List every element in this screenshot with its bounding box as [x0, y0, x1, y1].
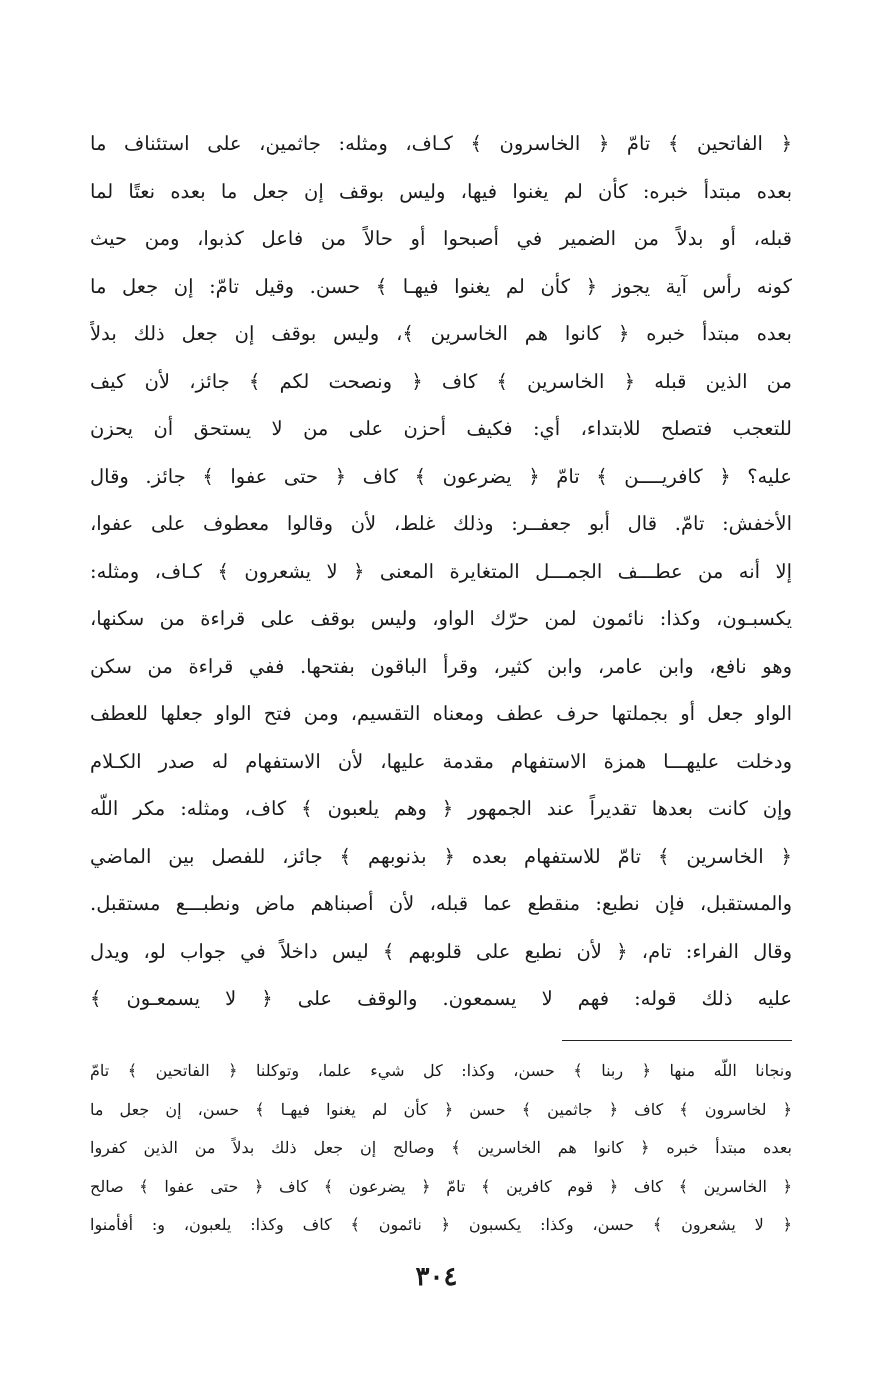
main-text-line: وهو نافع، وابن عامر، وابن كثير، وقرأ الباقون بفتحها. ففي قراءة من سكن: [90, 654, 792, 678]
main-text-line: يكسبـون، وكذا: نائمون لمن حرّك الواو، وليس بوقف على قراءة من سكنها،: [90, 607, 792, 630]
main-text-line: ودخلت عليهـــا همزة الاستفهام مقدمة عليها، لأن الاستفهام له صدر الكـلام: [90, 749, 792, 773]
main-text-line: بعده مبتدأ خبره ﴿ كانوا هم الخاسرين ﴾، وليس بوقف إن جعل ذلك بدلاً: [90, 322, 792, 345]
main-text-line: وقال الفراء: تام، ﴿ لأن نطبع على قلوبهم ﴾ ليس داخلاً في جواب لو، ويدل: [90, 939, 792, 963]
main-text-line: للتعجب فتصلح للابتداء، أي: فكيف أحزن على من لا يستحق أن يحزن: [90, 417, 792, 440]
main-text-line: إلا أنه من عطـــف الجمـــل المتغايرة المعنى ﴿ لا يشعرون ﴾ كـاف، ومثله:: [90, 559, 792, 583]
footnote-line: ﴿ الخاسرين ﴾ كاف ﴿ قوم كافرين ﴾ تامّ ﴿ يضرعون ﴾ كاف ﴿ حتى عفوا ﴾ صالح: [90, 1176, 792, 1196]
footnote-line: ﴿ لخاسرون ﴾ كاف ﴿ جاثمين ﴾ حسن ﴿ كأن لم يغنوا فيهـا ﴾ حسن، إن جعل ما: [90, 1099, 792, 1119]
main-text-block: [90, 120, 792, 1023]
footnote-line: ونجانا اللّه منها ﴿ ربنا ﴾ حسن، وكذا: كل شيء علما، وتوكلنا ﴿ الفاتحين ﴾ تامّ: [90, 1061, 792, 1080]
main-text-line: ﴿ الخاسرين ﴾ تامّ للاستفهام بعده ﴿ بذنوبهم ﴾ جائز، للفصل بين الماضي: [90, 844, 792, 868]
main-text-line: الأخفش: تامّ. قال أبو جعفــر: وذلك غلط، لأن وقالوا معطوف على عفوا،: [90, 512, 792, 535]
main-text-line: عليه؟ ﴿ كافريــــن ﴾ تامّ ﴿ يضرعون ﴾ كاف ﴿ حتى عفوا ﴾ جائز. وقال: [90, 464, 792, 488]
main-text-line: عليه ذلك قوله: فهم لا يسمعون. والوقف على ﴿ لا يسمعـون ﴾: [90, 987, 792, 1010]
main-text-line: كونه رأس آية يجوز ﴿ كأن لم يغنوا فيهـا ﴾ حسن. وقيل تامّ: إن جعل ما: [90, 274, 792, 298]
main-text-line: قبله، أو بدلاً من الضمير في أصبحوا أو حالاً من فاعل كذبوا، ومن حيث: [90, 227, 792, 250]
footnote-line: ﴿ لا يشعرون ﴾ حسن، وكذا: يكسبون ﴿ نائمون ﴾ كاف وكذا: يلعبون، و: أفأمنوا: [90, 1215, 792, 1234]
main-text-line: الواو جعل أو بجملتها حرف عطف ومعناه التقسيم، ومن فتح الواو جعلها للعطف: [90, 702, 792, 725]
page-number: ٣٠٤: [415, 1262, 458, 1292]
main-text-line: والمستقبل، فإن نطبع: منقطع عما قبله، لأن أصبناهم ماض ونطبـــع مستقبل.: [90, 892, 792, 915]
footnote-line: بعده مبتدأ خبره ﴿ كانوا هم الخاسرين ﴾ وصالح إن جعل ذلك بدلاً من الذين كفروا: [90, 1138, 792, 1157]
footnote-divider: [562, 1040, 792, 1041]
footnote-block: [90, 1052, 792, 1245]
main-text-line: بعده مبتدأ خبره: كأن لم يغنوا فيها، وليس بوقف إن جعل ما بعده نعتًا لما: [90, 179, 792, 203]
main-text-line: وإن كانت بعدها تقديراً عند الجمهور ﴿ وهم يلعبون ﴾ كاف، ومثله: مكر اللّه: [90, 797, 792, 820]
main-text-line: ﴿ الفاتحين ﴾ تامّ ﴿ الخاسرون ﴾ كـاف، ومثله: جاثمين، على استئناف ما: [90, 132, 792, 155]
main-text-line: من الذين قبله ﴿ الخاسرين ﴾ كاف ﴿ ونصحت لكم ﴾ جائز، لأن كيف: [90, 369, 792, 393]
